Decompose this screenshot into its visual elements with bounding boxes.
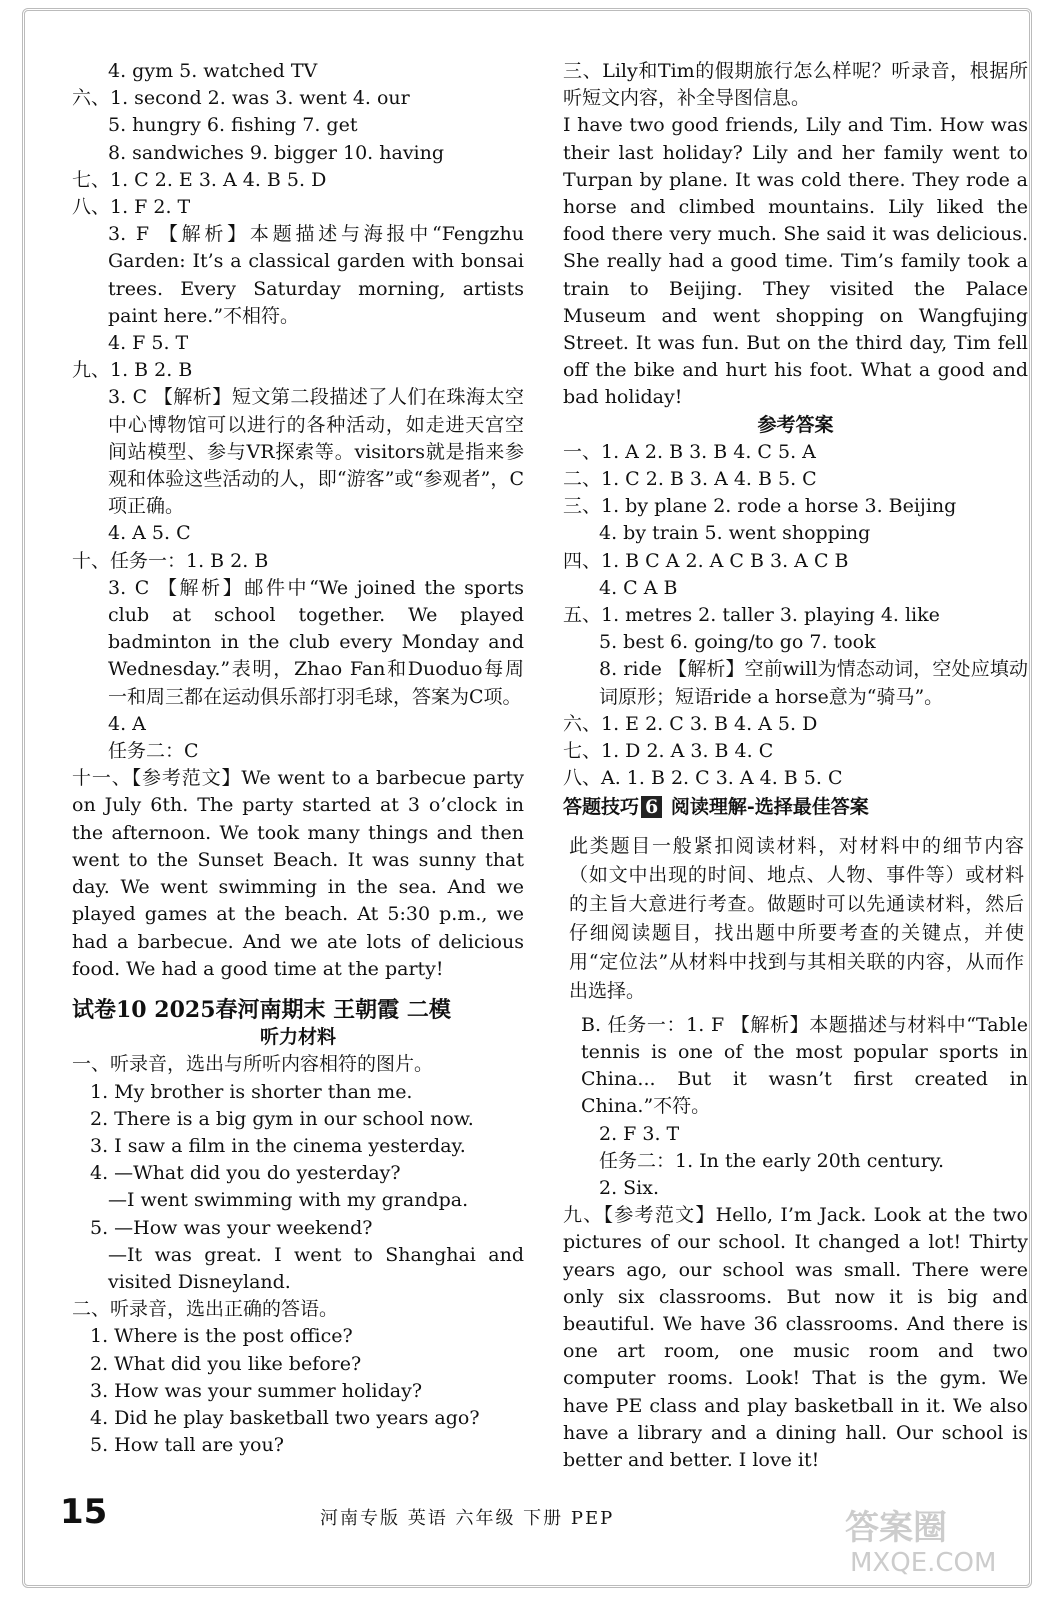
- text-line: 参考答案: [757, 413, 834, 436]
- text-line: 4. gym 5. watched TV: [108, 60, 318, 82]
- text-line: 2. What did you like before?: [90, 1352, 362, 1375]
- text-line: 4. A 5. C: [108, 522, 191, 545]
- text-line: 五、1. metres 2. taller 3. playing 4. like: [563, 604, 940, 627]
- text-line: 2. There is a big gym in our school now.: [90, 1107, 474, 1130]
- text-line: 二、听录音，选出正确的答语。: [72, 1298, 339, 1321]
- text-line: 三、Lily和Tim的假期旅行怎么样呢？听录音，根据所听短文内容，补全导图信息。: [563, 60, 1028, 110]
- text-line: 5. —How was your weekend?: [90, 1216, 373, 1239]
- text-line: 3. I saw a film in the cinema yesterday.: [90, 1134, 466, 1157]
- text-line: 六、1. E 2. C 3. B 4. A 5. D: [563, 712, 818, 735]
- text-line: 3. How was your summer holiday?: [90, 1379, 423, 1402]
- text-line: 5. hungry 6. fishing 7. get: [108, 114, 358, 137]
- text-line: 任务二：1. In the early 20th century.: [599, 1149, 945, 1172]
- watermark-url: MXQE.COM: [850, 1548, 997, 1578]
- text-line: 三、1. by plane 2. rode a horse 3. Beijing: [563, 495, 957, 518]
- text-line: 4. F 5. T: [108, 332, 189, 355]
- text-line: 十、任务一：1. B 2. B: [72, 549, 269, 572]
- text-line: 1. Where is the post office?: [90, 1325, 353, 1348]
- text-line: 8. sandwiches 9. bigger 10. having: [108, 141, 445, 164]
- tip-body: 此类题目一般紧扣阅读材料，对材料中的细节内容（如文中出现的时间、地点、人物、事件等）或材料的主旨大意进行考查。做题时可以先通读材料，然后仔细阅读题目，找出题中所要考查的关键点，并使用“定位法”从材料中找到与其相关联的内容，从而作出选择。: [569, 834, 1024, 1002]
- text-line: 3. C 【解析】邮件中“We joined the sports club at school together. We played badminton in the club every Monday and Wednesday.”表明，Zhao Fan和Duoduo每周一和周三都在运动俱乐部打羽毛球，答案为C项。: [108, 576, 524, 708]
- text-line: 4. —What did you do yesterday?: [90, 1162, 401, 1185]
- text-line: I have two good friends, Lily and Tim. How was their last holiday? Lily and her family went to Turpan by plane. It was cold there. They rode a horse and climbed mountains. Lily liked the food there very much. She said it was delicious. She really had a good time. Tim’s family took a train to Beijing. They visited the Palace Museum and went shopping on Wangfujing Street. It was fun. But on the third day, Tim fell off the bike and hurt his foot. What a good and bad holiday!: [563, 114, 1028, 409]
- text-line: 4. A: [108, 712, 146, 735]
- footer-meta: 河南专版 英语 六年级 下册 PEP: [320, 1508, 615, 1529]
- text-line: 二、1. C 2. B 3. A 4. B 5. C: [563, 468, 817, 491]
- text-line: 七、1. C 2. E 3. A 4. B 5. D: [72, 168, 327, 191]
- page-footer: [60, 1492, 760, 1536]
- text-line: 3. C 【解析】短文第二段描述了人们在珠海太空中心博物馆可以进行的各种活动，如走进天宫空间站模型、参与VR探索等。visitors就是指来参观和体验这些活动的人，即“游客”或“参观者”，C项正确。: [108, 386, 524, 518]
- text-line: B. 任务一：1. F 【解析】本题描述与材料中“Table tennis is one of the most popular sports in China... But it wasn’t first created in China.”不符。: [581, 1013, 1028, 1118]
- text-line: 九、【参考范文】Hello, I’m Jack. Look at the two pictures of our school. It changed a lot! Thirty years ago, our school was small. There were only six classrooms. But now it is big and beautiful. We have 36 classrooms. And there is one art room, one music room and two computer rooms. Look! That is the gym. We have PE class and play basketball in it. We also have a library and a dining hall. Our school is better and better. I love it!: [563, 1204, 1028, 1471]
- tip-title: 阅读理解-选择最佳答案: [670, 796, 869, 819]
- right-column: [563, 58, 1028, 1474]
- text-line: 4. C A B: [599, 576, 678, 599]
- text-line: 4. Did he play basketball two years ago?: [90, 1406, 480, 1429]
- text-line: 九、1. B 2. B: [72, 359, 193, 382]
- text-line: 一、1. A 2. B 3. B 4. C 5. A: [563, 440, 816, 463]
- tip-label: 答题技巧: [563, 796, 640, 819]
- tip-number-badge: 6: [641, 796, 662, 818]
- page-number: 15: [60, 1492, 108, 1532]
- watermark-logo: 答案圈: [845, 1508, 947, 1548]
- text-line: 十一、【参考范文】We went to a barbecue party on July 6th. The party started at 3 o’clock in the afternoon. We took many things and then went to the Sunset Beach. It was sunny that day. We went swimming in the sea. And we played games at the beach. At 5:30 p.m., we had a barbecue. And we ate lots of delicious food. We had a good time at the party!: [72, 767, 524, 980]
- text-line: 5. best 6. going/to go 7. took: [599, 631, 876, 654]
- right-bottom-block: [563, 1012, 1028, 1474]
- text-line: 听力材料: [259, 1026, 336, 1049]
- text-line: 2. F 3. T: [599, 1122, 680, 1145]
- text-line: —I went swimming with my grandpa.: [108, 1189, 469, 1212]
- text-line: 8. ride 【解析】空前will为情态动词，空处应填动词原形；短语ride a horse意为“骑马”。: [599, 658, 1028, 708]
- text-line: 七、1. D 2. A 3. B 4. C: [563, 740, 774, 763]
- text-line: 5. How tall are you?: [90, 1434, 284, 1457]
- text-line: 3. F 【解析】本题描述与海报中“Fengzhu Garden: It’s a classical garden with bonsai trees. Every Saturday morning, artists paint here.”不相符。: [108, 223, 524, 327]
- text-line: 四、1. B C A 2. A C B 3. A C B: [563, 549, 849, 572]
- text-line: 2. Six.: [599, 1176, 660, 1199]
- left-column: [72, 58, 524, 1459]
- text-line: 试卷10 2025春河南期末 王朝霞 二模: [72, 996, 451, 1023]
- answer-tip-header: [563, 794, 1028, 821]
- right-top-block: [563, 58, 1028, 792]
- text-line: 1. My brother is shorter than me.: [90, 1080, 413, 1103]
- text-line: —It was great. I went to Shanghai and visited Disneyland.: [108, 1243, 524, 1293]
- text-line: 任务二：C: [108, 740, 199, 763]
- text-line: 八、A. 1. B 2. C 3. A 4. B 5. C: [563, 767, 843, 790]
- text-line: 八、1. F 2. T: [72, 196, 191, 219]
- text-line: 4. by train 5. went shopping: [599, 522, 871, 545]
- text-line: 六、1. second 2. was 3. went 4. our: [72, 87, 410, 110]
- text-line: 一、听录音，选出与所听内容相符的图片。: [72, 1053, 434, 1076]
